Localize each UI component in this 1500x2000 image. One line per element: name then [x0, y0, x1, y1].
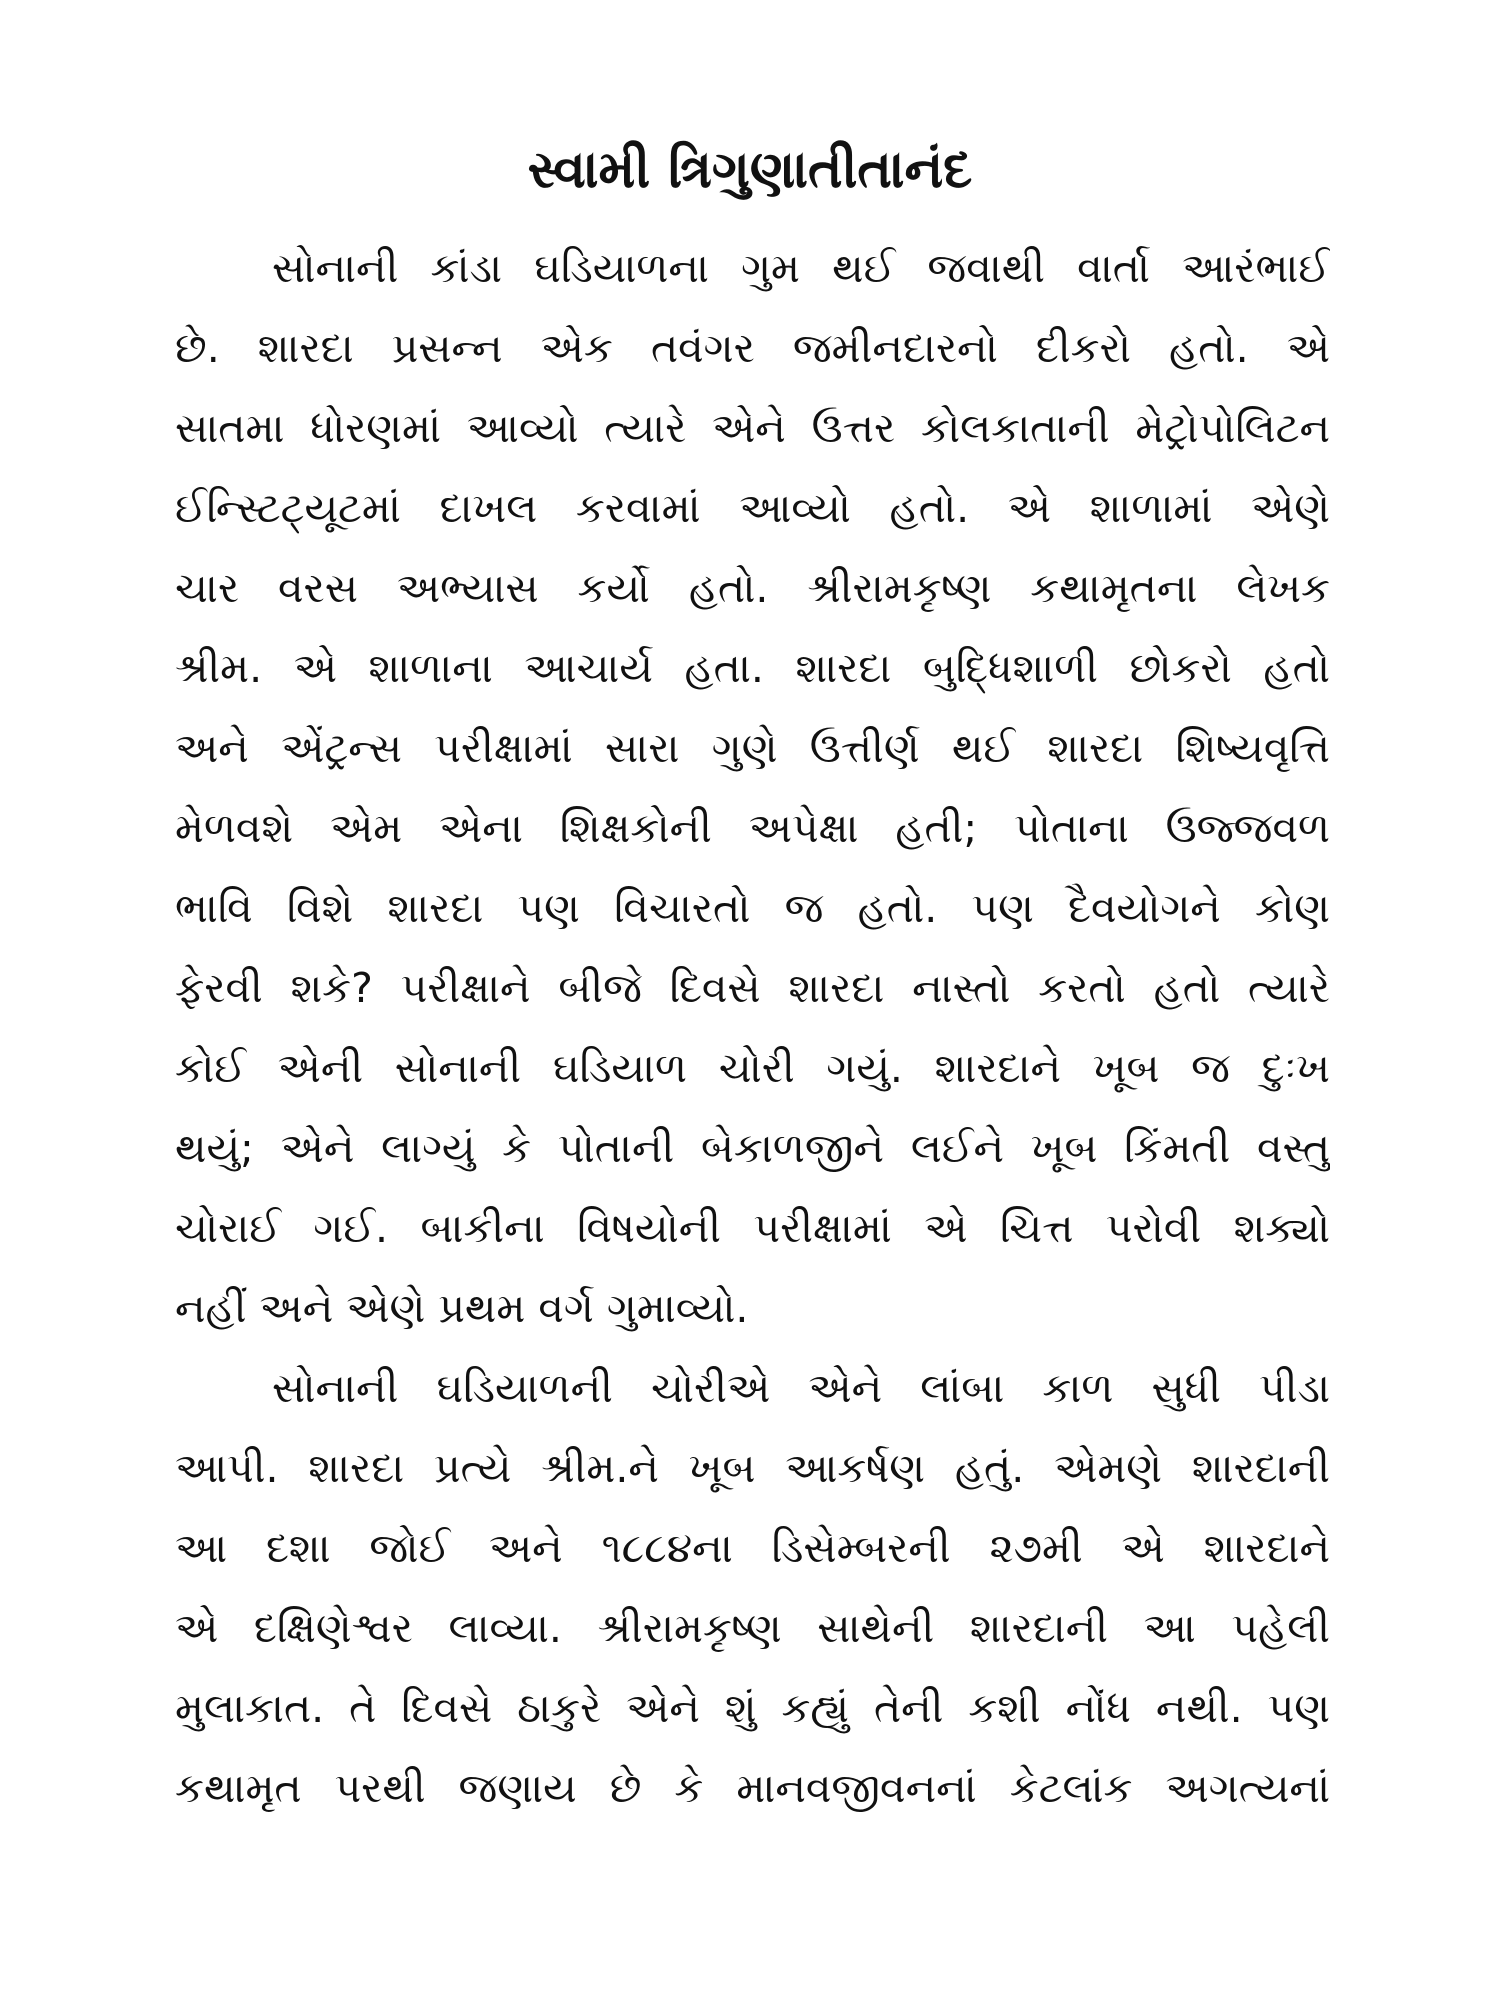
text-line: ચોરાઈ ગઈ. બાકીના વિષયોની પરીક્ષામાં એ ચિત્ત પરોવી શક્યો [175, 1204, 1330, 1252]
text-line: આ દશા જોઈ અને ૧૮૮૪ના ડિસેમ્બરની ૨૭મી એ શારદાને [175, 1524, 1330, 1572]
text-line: થયું; એને લાગ્યું કે પોતાની બેકાળજીને લઈને ખૂબ કિંમતી વસ્તુ [175, 1124, 1330, 1172]
text-line: ભાવિ વિશે શારદા પણ વિચારતો જ હતો. પણ દૈવયોગને કોણ [175, 884, 1330, 932]
text-line: શ્રીમ. એ શાળાના આચાર્ય હતા. શારદા બુદ્ધિશાળી છોકરો હતો [175, 644, 1330, 692]
text-line: ફેરવી શકે? પરીક્ષાને બીજે દિવસે શારદા નાસ્તો કરતો હતો ત્યારે [175, 964, 1330, 1012]
text-line: સોનાની ઘડિયાળની ચોરીએ એને લાંબા કાળ સુધી પીડા [272, 1364, 1330, 1412]
text-line: છે. શારદા પ્રસન્ન એક તવંગર જમીનદારનો દીકરો હતો. એ [175, 324, 1330, 372]
text-line: કથામૃત પરથી જણાય છે કે માનવજીવનનાં કેટલાંક અગત્યનાં [175, 1764, 1330, 1812]
text-line: સાતમા ધોરણમાં આવ્યો ત્યારે એને ઉત્તર કોલકાતાની મેટ્રોપોલિટન [175, 404, 1330, 452]
text-line: મેળવશે એમ એના શિક્ષકોની અપેક્ષા હતી; પોતાના ઉજ્જવળ [175, 804, 1330, 852]
text-line: મુલાકાત. તે દિવસે ઠાકુરે એને શું કહ્યું તેની કશી નોંધ નથી. પણ [175, 1684, 1330, 1732]
text-line: એ દક્ષિણેશ્વર લાવ્યા. શ્રીરામકૃષ્ણ સાથેની શારદાની આ પહેલી [175, 1604, 1330, 1652]
text-line: આપી. શારદા પ્રત્યે શ્રીમ.ને ખૂબ આકર્ષણ હતું. એમણે શારદાની [175, 1444, 1330, 1492]
text-line: સોનાની કાંડા ઘડિયાળના ગુમ થઈ જવાથી વાર્તા આરંભાઈ [272, 244, 1330, 292]
text-line: નહીં અને એણે પ્રથમ વર્ગ ગુમાવ્યો. [175, 1284, 749, 1332]
text-line: અને એંટ્રન્સ પરીક્ષામાં સારા ગુણે ઉત્તીર્ણ થઈ શારદા શિષ્યવૃત્તિ [175, 724, 1330, 772]
page-title: સ્વામી ત્રિગુણાતીતાનંદ [527, 140, 973, 200]
text-line: કોઈ એની સોનાની ઘડિયાળ ચોરી ગયું. શારદાને ખૂબ જ દુઃખ [175, 1044, 1330, 1092]
text-line: ઈન્સ્ટિટ્યૂટમાં દાખલ કરવામાં આવ્યો હતો. એ શાળામાં એણે [175, 484, 1330, 532]
text-line: ચાર વરસ અભ્યાસ કર્યો હતો. શ્રીરામકૃષ્ણ કથામૃતના લેખક [175, 564, 1330, 612]
